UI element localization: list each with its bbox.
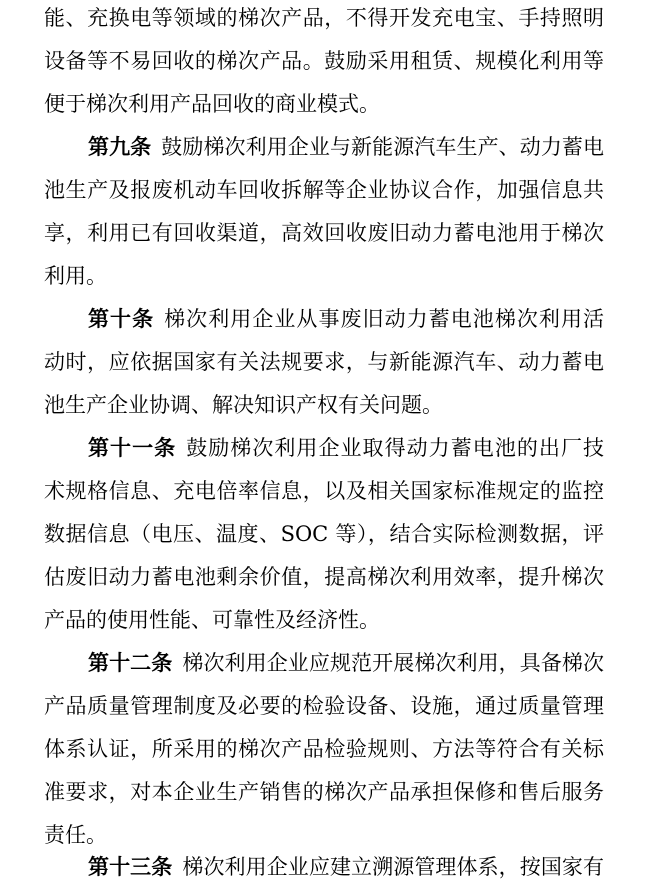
paragraph-line: 动时，应依据国家有关法规要求，与新能源汽车、动力蓄电 [44, 350, 604, 374]
article-heading: 第十三条 [88, 855, 173, 879]
paragraph-line: 享，利用已有回收渠道，高效回收废旧动力蓄电池用于梯次 [44, 221, 604, 245]
paragraph-line: 利用。 [44, 264, 107, 288]
paragraph-line: 产品的使用性能、可靠性及经济性。 [44, 608, 380, 632]
paragraph-line: 术规格信息、充电倍率信息，以及相关国家标准规定的监控 [44, 479, 604, 503]
paragraph-line: 设备等不易回收的梯次产品。鼓励采用租赁、规模化利用等 [44, 49, 604, 73]
paragraph-line: 准要求，对本企业生产销售的梯次产品承担保修和售后服务 [44, 780, 604, 804]
paragraph-line: 梯次利用企业应规范开展梯次利用，具备梯次 [182, 651, 604, 675]
paragraph-line: 体系认证，所采用的梯次产品检验规则、方法等符合有关标 [44, 737, 604, 761]
article-11-first-line [88, 433, 604, 463]
article-heading: 第十二条 [88, 651, 173, 675]
article-10-first-line [88, 304, 604, 334]
paragraph-line: 梯次利用企业从事废旧动力蓄电池梯次利用活 [164, 307, 604, 331]
paragraph-line: 产品质量管理制度及必要的检验设备、设施，通过质量管理 [44, 694, 604, 718]
paragraph-line: 梯次利用企业应建立溯源管理体系，按国家有 [182, 855, 604, 879]
paragraph-line: 池生产企业协调、解决知识产权有关问题。 [44, 393, 443, 417]
paragraph-line: 鼓励梯次利用企业与新能源汽车生产、动力蓄电 [161, 135, 604, 159]
article-heading: 第九条 [88, 135, 152, 159]
article-heading: 第十一条 [88, 436, 177, 460]
paragraph-line: 责任。 [44, 823, 107, 847]
article-heading: 第十条 [88, 307, 155, 331]
paragraph-line: 便于梯次利用产品回收的商业模式。 [44, 92, 380, 116]
paragraph-line: 鼓励梯次利用企业取得动力蓄电池的出厂技 [186, 436, 604, 460]
article-9-first-line [88, 132, 604, 162]
article-13-first-line [88, 852, 604, 882]
paragraph-line: 数据信息（电压、温度、SOC 等），结合实际检测数据，评 [44, 522, 604, 546]
paragraph-line: 能、充换电等领域的梯次产品，不得开发充电宝、手持照明 [44, 6, 604, 30]
article-12-first-line [88, 648, 604, 678]
paragraph-line: 池生产及报废机动车回收拆解等企业协议合作，加强信息共 [44, 178, 604, 202]
paragraph-line: 估废旧动力蓄电池剩余价值，提高梯次利用效率，提升梯次 [44, 565, 604, 589]
